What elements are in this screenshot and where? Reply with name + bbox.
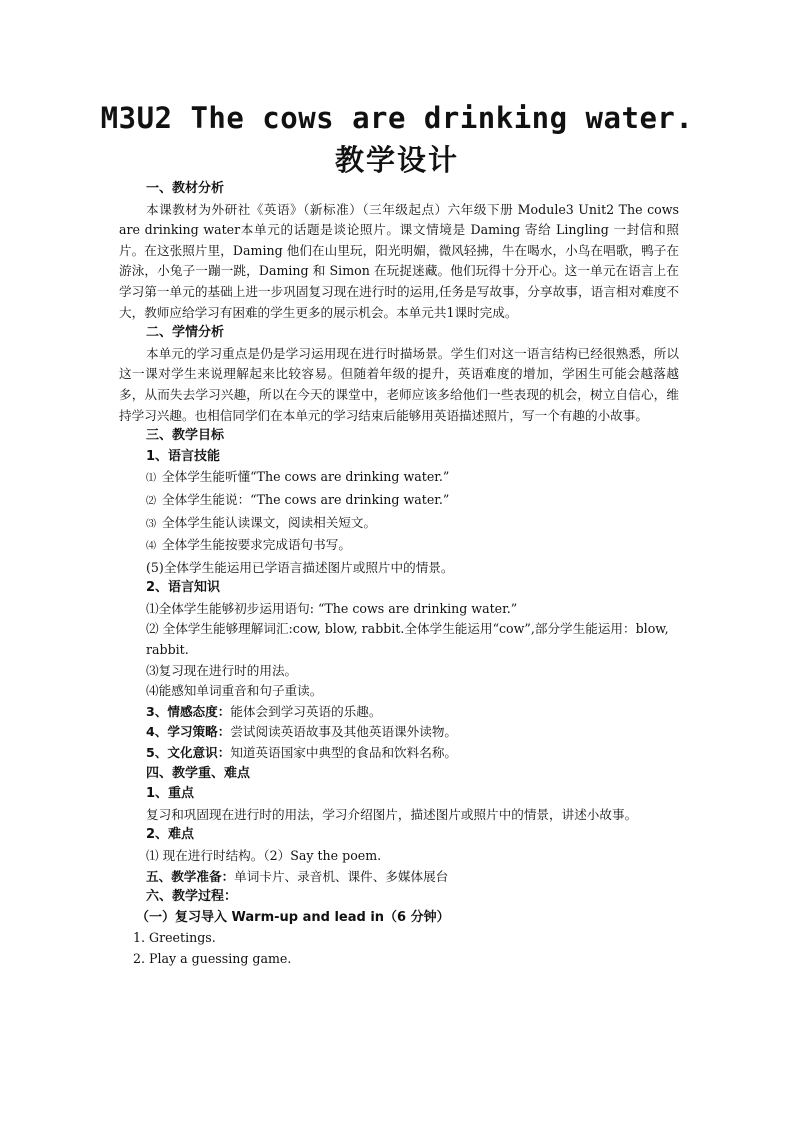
- list-item: ⑵ 全体学生能够理解词汇:cow, blow, rabbit.全体学生能运用“cow”,部分学生能运用：blow, rabbit.: [146, 621, 669, 658]
- section-preparation: [119, 867, 679, 888]
- objective-strategy: [119, 722, 679, 743]
- list-text: 全体学生能说：“The cows are drinking water.”: [162, 491, 450, 507]
- value: 知道英语国家中典型的食品和饮料名称。: [230, 745, 458, 761]
- value: 能体会到学习英语的乐趣。: [230, 703, 382, 719]
- list-item: [119, 467, 679, 490]
- list-item: [119, 513, 679, 536]
- list-item: [119, 558, 679, 579]
- section-heading-key-points: 四、教学重、难点: [146, 765, 251, 781]
- list-text: 全体学生能按要求完成语句书写。: [162, 537, 351, 553]
- section-heading-student-analysis: 二、学情分析: [146, 325, 225, 341]
- title-chinese: 教学设计: [334, 143, 459, 177]
- paragraph-textbook-analysis: 本课教材为外研社《英语》（新标准）（三年级起点）六年级下册 Module3 Unit2 The cows are drinking water本单元的话题是谈论照片。课文情境是 Daming 寄给 Lingling 一封信和照片。在这张照片里，Daming 他们在山里玩，阳光明媚，微风轻拂，牛在喝水，小鸟在唱歌，鸭子在游泳，小兔子一蹦一跳，Daming 和 Simon 在玩捉迷藏。他们玩得十分开心。这一单元在语言上在学习第一单元的基础上进一步巩固复习现在进行时的运用,任务是写故事，分享故事，语言相对难度不大，教师应给学习有困难的学生更多的展示机会。本单元共1课时完成。: [119, 201, 679, 320]
- section-heading-process: 六、教学过程：: [146, 889, 238, 905]
- list-text: 全体学生能听懂“The cows are drinking water.”: [162, 469, 450, 485]
- list-item: [119, 535, 679, 558]
- list-number: ⑶: [146, 518, 156, 530]
- section-heading-textbook-analysis: 一、教材分析: [146, 181, 225, 196]
- list-item: ⑴全体学生能够初步运用语句: “The cows are drinking water.”: [146, 600, 518, 616]
- subheading-language-knowledge: 2、语言知识: [146, 580, 221, 596]
- key-point-text: 复习和巩固现在进行时的用法，学习介绍图片，描述图片或照片中的情景，讲述小故事。: [146, 806, 638, 822]
- paragraph-student-analysis: 本单元的学习重点是仍是学习运用现在进行时描场景。学生们对这一语言结构已经很熟悉，所以这一课对学生来说理解起来比较容易。但随着年级的提升，英语难度的增加，学困生可能会越落越多，从而失去学习兴趣，所以在今天的课堂中，老师应该多给他们一些表现的机会，树立自信心，维持学习兴趣。也相信同学们在本单元的学习结束后能够用英语描述照片，写一个有趣的小故事。: [119, 345, 679, 423]
- objective-attitude: [119, 702, 679, 723]
- section-heading-objectives: 三、教学目标: [146, 428, 225, 444]
- value: 单词卡片、录音机、课件、多媒体展台: [234, 868, 449, 884]
- list-number: ⑵: [146, 495, 156, 507]
- process-step: 1. Greetings.: [133, 930, 216, 946]
- subheading-difficulty: 2、难点: [146, 827, 195, 843]
- list-item: [119, 490, 679, 513]
- subheading-language-skills: 1、语言技能: [146, 448, 221, 464]
- subheading-key-point: 1、重点: [146, 786, 195, 802]
- objective-culture: [119, 743, 679, 764]
- list-item: ⑷能感知单词重音和句子重读。: [146, 683, 323, 699]
- process-part-warmup: （一）复习导入 Warm-up and lead in（6 分钟）: [136, 909, 450, 925]
- label: 3、情感态度：: [146, 703, 231, 719]
- list-item: ⑶复习现在进行时的用法。: [146, 662, 298, 678]
- label: 5、文化意识：: [146, 745, 231, 761]
- list-text: (5)全体学生能运用已学语言描述图片或照片中的情景。: [146, 559, 454, 575]
- document-body: [119, 179, 679, 970]
- label: 4、学习策略：: [146, 724, 231, 740]
- list-text: 全体学生能认读课文，阅读相关短文。: [162, 514, 377, 530]
- label: 五、教学准备：: [146, 868, 235, 884]
- list-number: ⑷: [146, 541, 156, 553]
- list-number: ⑴: [146, 473, 156, 485]
- title-english: M3U2 The cows are drinking water.: [100, 101, 694, 135]
- process-step: 2. Play a guessing game.: [133, 950, 292, 966]
- difficulty-text: ⑴ 现在进行时结构。（2）Say the poem.: [146, 848, 382, 863]
- value: 尝试阅读英语故事及其他英语课外读物。: [230, 724, 458, 740]
